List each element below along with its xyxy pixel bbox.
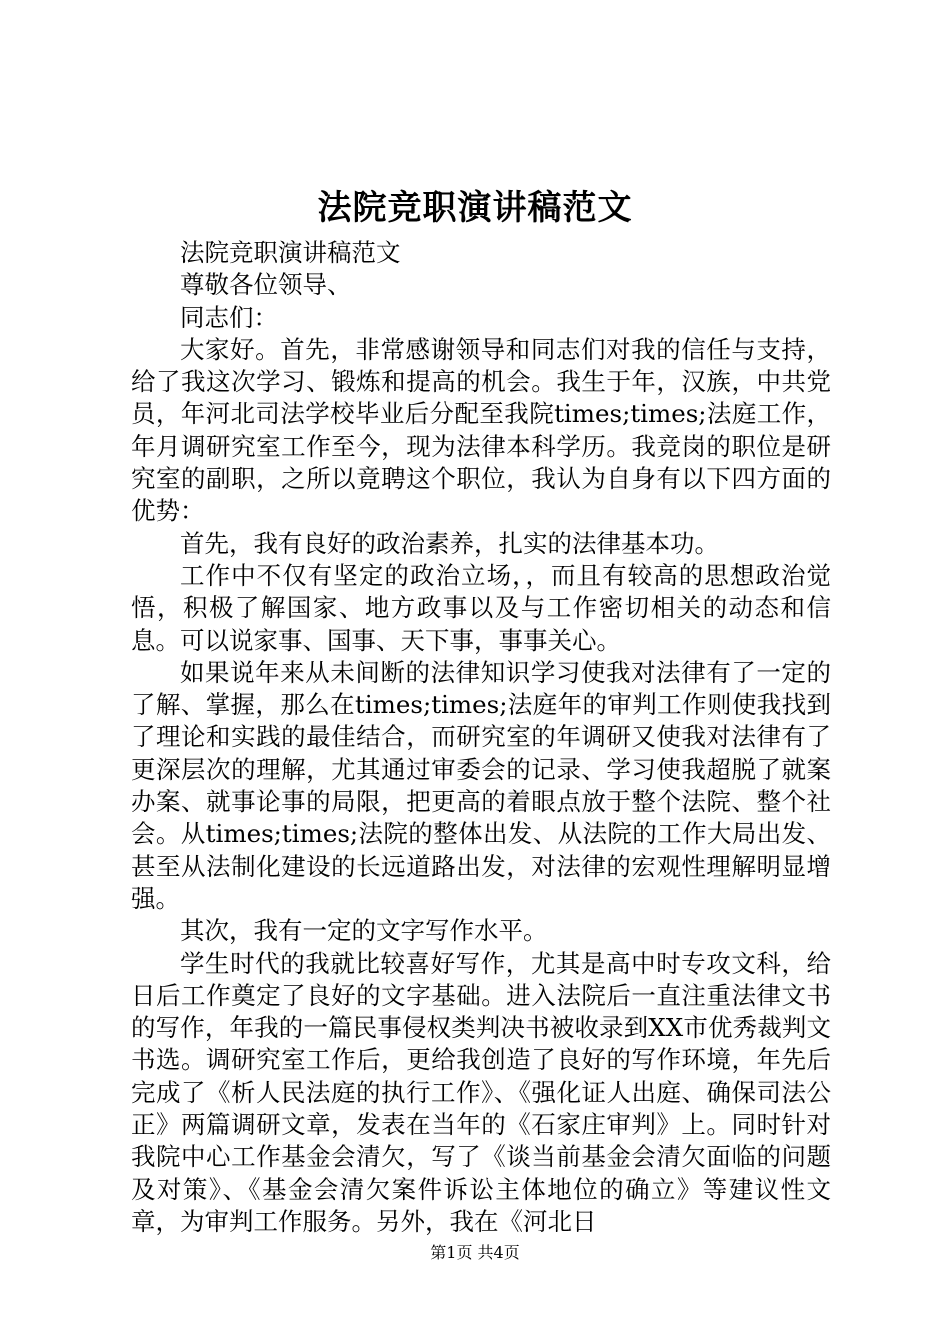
paragraph-salutation-2: 同志们： bbox=[180, 302, 278, 332]
paragraph-writing: 学生时代的我就比较喜好写作，尤其是高中时专攻文科，给日后工作奠定了良好的文字基础。进入法院后一直注重法律文书的写作，年我的一篇民事侵权类判决书被收录到XX市优秀裁判文书选。调研究室工作后，更给我创造了良好的写作环境，年先后完成了《析人民法庭的执行工作》、《强化证人出庭、确保司法公正》两篇调研文章，发表在当年的《石家庄审判》上。同时针对我院中心工作基金会清欠，写了《谈当前基金会清欠面临的问题及对策》、《基金会清欠案件诉讼主体地位的确立》等建议性文章，为审判工作服务。另外，我在《河北日 bbox=[131, 948, 831, 1236]
paragraph-political: 工作中不仅有坚定的政治立场，，而且有较高的思想政治觉悟，积极了解国家、地方政事以及与工作密切相关的动态和信息。可以说家事、国事、天下事，事事关心。 bbox=[131, 560, 831, 655]
paragraph-salutation: 尊敬各位领导、 bbox=[180, 270, 352, 300]
document-title: 法院竞职演讲稿范文 bbox=[317, 188, 633, 228]
document-body bbox=[131, 237, 831, 1238]
paragraph-legal-knowledge: 如果说年来从未间断的法律知识学习使我对法律有了一定的了解、掌握，那么在times;times;法庭年的审判工作则使我找到了理论和实践的最佳结合，而研究室的年调研又使我对法律有了更深层次的理解，尤其通过审委会的记录、学习使我超脱了就案办案、就事论事的局限，把更高的着眼点放于整个法院、整个社会。从times;times;法院的整体出发、从法院的工作大局出发、甚至从法制化建设的长远道路出发，对法律的宏观性理解明显增强。 bbox=[131, 657, 831, 913]
paragraph-subtitle: 法院竞职演讲稿范文 bbox=[180, 238, 401, 267]
paragraph-introduction: 大家好。首先，非常感谢领导和同志们对我的信任与支持，给了我这次学习、锻炼和提高的机会。我生于年，汉族，中共党员，年河北司法学校毕业后分配至我院times;times;法庭工作，年月调研究室工作至今，现为法律本科学历。我竞岗的职位是研究室的副职，之所以竟聘这个职位，我认为自身有以下四方面的优势： bbox=[131, 334, 831, 526]
page-footer: 第1页 共4页 bbox=[430, 1243, 520, 1262]
paragraph-point-one: 首先，我有良好的政治素养，扎实的法律基本功。 bbox=[180, 528, 719, 558]
paragraph-point-two: 其次，我有一定的文字写作水平。 bbox=[180, 916, 548, 946]
